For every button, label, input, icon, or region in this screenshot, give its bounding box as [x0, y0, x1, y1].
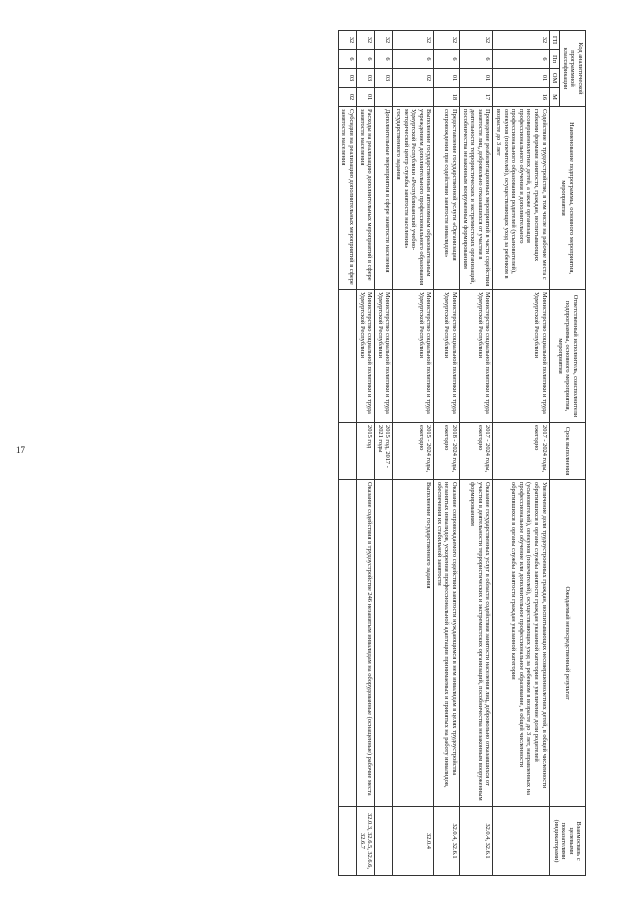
- name-header: Наименование подпрограммы, основного мероприятия, мероприятия: [549, 107, 585, 290]
- cell-term: 2017 - 2024 годы, ежегодно: [460, 423, 493, 480]
- cell-pp: 6: [493, 50, 549, 69]
- table-row: [493, 31, 549, 876]
- cell-om: 03: [338, 69, 356, 88]
- cell-pp: 6: [356, 50, 374, 69]
- executor-header: Ответственный исполнитель, соисполнители подпрограммы, основного мероприятия, мероприятия: [549, 290, 585, 423]
- table-row: [375, 31, 393, 876]
- cell-link: 32.0.3, 32.6.5, 32.6.6, 32.6.7: [356, 807, 374, 876]
- cell-result: [375, 480, 393, 807]
- cell-name: Дополнительные мероприятия в сфере занятости населения: [375, 107, 393, 290]
- cell-name: Расходы на реализацию дополнительных мероприятий в сфере занятости населения: [356, 107, 374, 290]
- cell-pp: 6: [375, 50, 393, 69]
- term-header: Срок выполнения: [549, 423, 585, 480]
- cell-pp: 6: [460, 50, 493, 69]
- cell-result: Выполнение государственного задания: [393, 480, 434, 807]
- cell-gp: 32: [493, 31, 549, 50]
- cell-executor: Министерство социальной политики и труда Удмуртской Республики: [434, 290, 460, 423]
- cell-result: [338, 480, 356, 807]
- cell-m: 17: [460, 88, 493, 107]
- cell-m: [393, 88, 434, 107]
- cell-om: 01: [460, 69, 493, 88]
- cell-executor: Министерство социальной политики и труда Удмуртской Республики: [393, 290, 434, 423]
- gp-header: ГП: [549, 31, 560, 50]
- table-row: [434, 31, 460, 876]
- m-header: М: [549, 88, 560, 107]
- table-row: [460, 31, 493, 876]
- cell-name: Содействие в трудоустройстве, в том числе на рабочие места с гибкими формами занятости, граждан, воспитывающих несовершеннолетних детей, а также организация профессионального обучения и дополнительного профессионального образования родителей (усыновителей), опекунов (попечителей), осуществляющих уход за ребенком в возрасте до 3 лет: [493, 107, 549, 290]
- cell-term: 2015 год: [356, 423, 374, 480]
- cell-term: 2018 - 2024 годы, ежегодно: [434, 423, 460, 480]
- table-row: [393, 31, 434, 876]
- cell-result: Оказание государственных услуг в области содействия занятости населения лиц, добровольно отказавшихся от участия в деятельности террористических и экстремистских организаций, пособничества незаконным вооруженным формированиям: [460, 480, 493, 807]
- cell-result: Оказание содействия в трудоустройстве 246 незанятым инвалидам на оборудованные (оснащенные) рабочие места: [356, 480, 374, 807]
- cell-m: 02: [338, 88, 356, 107]
- cell-link: [375, 807, 393, 876]
- cell-link: 32.0.4, 32.6.1: [434, 807, 460, 876]
- cell-gp: 32: [338, 31, 356, 50]
- cell-link: 32.0.4, 32.6.1: [460, 807, 493, 876]
- cell-om: 03: [356, 69, 374, 88]
- cell-om: 02: [393, 69, 434, 88]
- cell-m: 18: [434, 88, 460, 107]
- cell-executor: Министерство социальной политики и труда Удмуртской Республики: [375, 290, 393, 423]
- rotated-table-page: [76, 30, 586, 875]
- cell-link: [338, 807, 356, 876]
- cell-executor: Министерство социальной политики и труда Удмуртской Республики: [493, 290, 549, 423]
- link-header: Взаимосвязь с целевыми показателями (индикаторами): [549, 807, 585, 876]
- cell-term: [338, 423, 356, 480]
- cell-name: Предоставление государственной услуги «Организация сопровождения при содействии занятости инвалидов»: [434, 107, 460, 290]
- cell-om: 01: [434, 69, 460, 88]
- cell-executor: [338, 290, 356, 423]
- cell-link: 32.0.4: [393, 807, 434, 876]
- table-row: [356, 31, 374, 876]
- cell-pp: 6: [338, 50, 356, 69]
- pp-header: Пп: [549, 50, 560, 69]
- cell-link: [493, 807, 549, 876]
- code-group-header: Код аналитической программной классификации: [560, 31, 586, 107]
- cell-gp: 32: [460, 31, 493, 50]
- cell-result: Оказание сопровождаемого содействия занятости нуждающимся в нем инвалидам в целях трудоустройства незанятых инвалидов, ускорения профессиональной адаптации принимаемых и принятых на работу инвалидов, обеспечения их стабильной занятости: [434, 480, 460, 807]
- program-table: [338, 30, 586, 876]
- cell-name: Выполнение государственным автономным образовательным учреждением дополнительного профессионального образования Удмуртской Республики «Республиканский учебно-методический центр службы занятости населения» государственного задания: [393, 107, 434, 290]
- cell-m: [375, 88, 393, 107]
- cell-gp: 32: [375, 31, 393, 50]
- cell-name: Проведение реабилитационных мероприятий в части содействия занятости лиц, добровольно отказавшихся от участия в деятельности террористических и экстремистских организаций, пособничества незаконным вооруженным формированиям: [460, 107, 493, 290]
- cell-gp: 32: [393, 31, 434, 50]
- result-header: Ожидаемый непосредственный результат: [549, 480, 585, 807]
- cell-m: 16: [493, 88, 549, 107]
- cell-term: 2017 - 2024 годы, ежегодно: [493, 423, 549, 480]
- cell-term: 2015 год, 2017 - 2021 годы: [375, 423, 393, 480]
- cell-executor: Министерство социальной политики и труда Удмуртской Республики: [460, 290, 493, 423]
- cell-term: 2015 - 2024 годы, ежегодно: [393, 423, 434, 480]
- page-number: 17: [16, 445, 25, 455]
- table-row: [338, 31, 356, 876]
- cell-executor: Министерство социальной политики и труда Удмуртской Республики: [356, 290, 374, 423]
- cell-om: 01: [493, 69, 549, 88]
- om-header: ОМ: [549, 69, 560, 88]
- cell-m: 01: [356, 88, 374, 107]
- cell-pp: 6: [393, 50, 434, 69]
- cell-name: Субсидии на реализацию дополнительных мероприятий в сфере занятости населения: [338, 107, 356, 290]
- cell-om: 03: [375, 69, 393, 88]
- cell-gp: 32: [434, 31, 460, 50]
- cell-pp: 6: [434, 50, 460, 69]
- cell-result: Увеличение доли трудоустроенных граждан, воспитывающих несовершеннолетних детей, в общей численности обратившихся в органы службы занятости граждан указанной категории и увеличение доли родителей (усыновителей), опекунов (попечителей), осуществляющих уход за ребенком в возрасте до 3 лет, направленных на профессиональное обучение или дополнительное профессиональное образование, в общей численности обратившихся в органы службы занятости граждан указанной категории: [493, 480, 549, 807]
- cell-gp: 32: [356, 31, 374, 50]
